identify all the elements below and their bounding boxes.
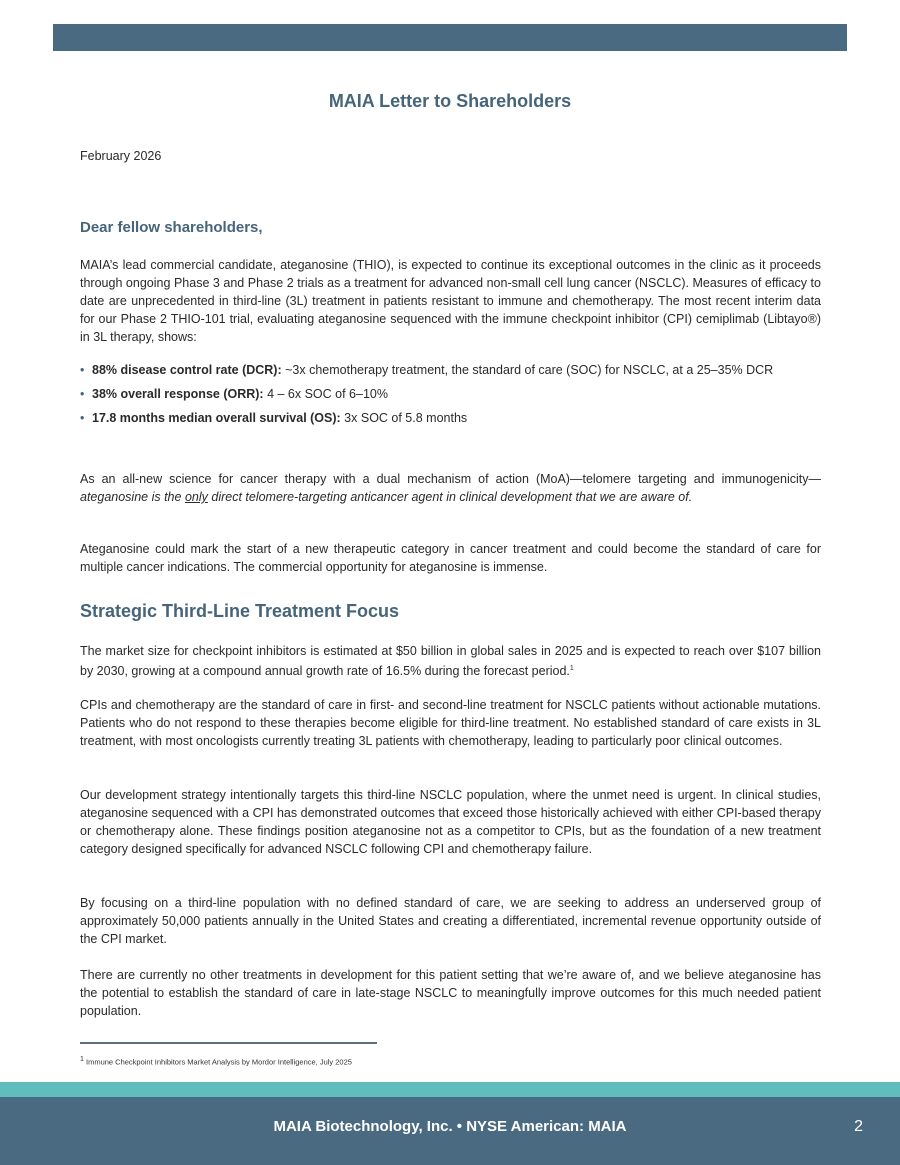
- footer-accent-bar: [0, 1082, 900, 1097]
- page-title: MAIA Letter to Shareholders: [328, 91, 572, 111]
- focus-paragraph: By focusing on a third-line population with no defined standard of care, we are seeking to address an underserved group of approximately 50,000 patients annually in the United States and creating a differentiated, incremental revenue opportunity outside of the CPI market.: [80, 896, 821, 946]
- letter-date: February 2026: [80, 149, 162, 163]
- moa-paragraph: As an all-new science for cancer therapy with a dual mechanism of action (MoA)—telomere targeting and immunogenicity—ateganosine is the only direct telomere-targeting anticancer agent in clinical development that we are aware of.: [80, 472, 821, 504]
- footnote-ref[interactable]: 1: [569, 665, 574, 672]
- header-bar: [53, 24, 847, 51]
- results-list: [80, 361, 821, 433]
- outlook-paragraph: There are currently no other treatments in development for this patient setting that we’re aware of, and we believe ateganosine has the potential to establish the standard of care in late-stage NSCLC to meaningfully improve outcomes for this much needed patient population.: [80, 968, 821, 1018]
- intro-paragraph: MAIA’s lead commercial candidate, ateganosine (THIO), is expected to continue its exceptional outcomes in the clinic as it proceeds through ongoing Phase 3 and Phase 2 trials as a treatment for advanced non-small cell lung cancer (NSCLC). Measures of efficacy to date are unprecedented in third-line (3L) treatment in patients resistant to immune and chemotherapy. The most recent interim data for our Phase 2 THIO-101 trial, evaluating ateganosine sequenced with the immune checkpoint inhibitor (CPI) cemiplimab (Libtayo®) in 3L therapy, shows:: [80, 258, 821, 344]
- category-paragraph: Ateganosine could mark the start of a new therapeutic category in cancer treatment and could become the standard of care for multiple cancer indications. The commercial opportunity for ateganosine is immense.: [80, 542, 821, 574]
- section-heading: Strategic Third-Line Treatment Focus: [80, 601, 400, 621]
- footer: [0, 1097, 900, 1165]
- strategy-paragraph: Our development strategy intentionally targets this third-line NSCLC population, where the unmet need is urgent. In clinical studies, ateganosine sequenced with a CPI has demonstrated outcomes that exceed those historically achieved with either CPI-based therapy or chemotherapy alone. These findings position ateganosine not as a competitor to CPIs, but as the foundation of a new treatment category designed specifically for advanced NSCLC following CPI and chemotherapy failure.: [80, 788, 821, 856]
- footnote: $^1$ Immune Checkpoint Inhibitors Market Analysis by Mordor Intelligence, July 2025: [80, 1056, 352, 1067]
- list-item: • 38% overall response (ORR): 4 – 6x SOC of 6–10%: [80, 385, 821, 403]
- footnote-divider: [80, 1042, 377, 1044]
- cpi-paragraph: CPIs and chemotherapy are the standard of care in first- and second-line treatment for NSCLC patients without actionable mutations. Patients who do not respond to these therapies become eligible for third-line treatment. No established standard of care exists in 3L treatment, with most oncologists currently treating 3L patients with chemotherapy, leading to particularly poor clinical outcomes.: [80, 698, 821, 748]
- page-number: 2: [854, 1118, 863, 1135]
- list-item: • 88% disease control rate (DCR): ~3x chemotherapy treatment, the standard of care (SOC) for NSCLC, at a 25–35% DCR: [80, 361, 821, 379]
- greeting: Dear fellow shareholders,: [80, 219, 263, 236]
- market-paragraph: The market size for checkpoint inhibitors is estimated at $50 billion in global sales in 2025 and is expected to reach over $107 billion by 2030, growing at a compound annual growth rate of 16.5% during the forecast period.$^1$: [80, 644, 821, 679]
- footer-company: MAIA Biotechnology, Inc. • NYSE American: MAIA: [273, 1118, 627, 1135]
- list-item: • 17.8 months median overall survival (OS): 3x SOC of 5.8 months: [80, 409, 821, 427]
